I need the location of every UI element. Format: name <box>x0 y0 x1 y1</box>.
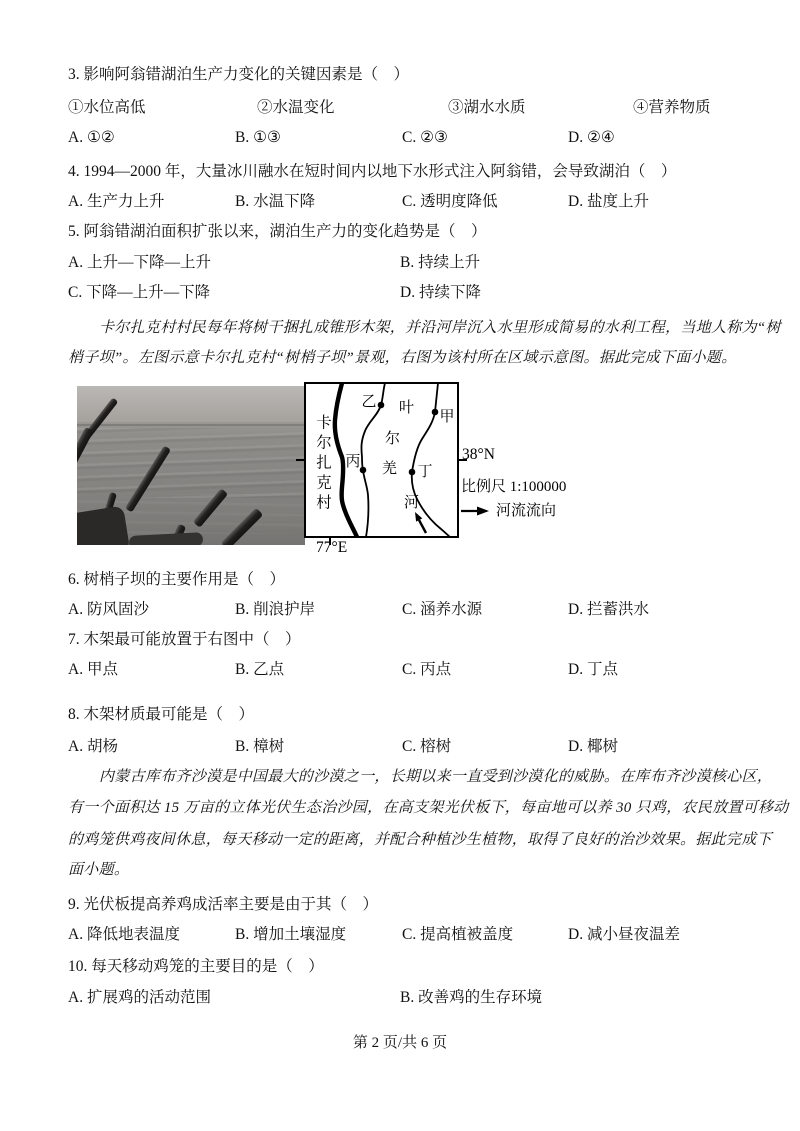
q7-option-c: C. 丙点 <box>402 661 452 678</box>
q5-option-b: B. 持续上升 <box>400 254 481 271</box>
flow-direction-label: 河流流向 <box>496 503 557 519</box>
q7-option-a: A. 甲点 <box>68 661 118 678</box>
question-9-stem: 9. 光伏板提高养鸡成活率主要是由于其（ ） <box>68 896 379 913</box>
question-7-options <box>68 655 735 685</box>
passage-1-line-2: 梢子坝”。左图示意卡尔扎克村“树梢子坝”景观，右图为该村所在区域示意图。据此完成下面小题。 <box>68 350 737 366</box>
q5-option-c: C. 下降—上升—下降 <box>68 284 211 301</box>
question-4-options <box>68 187 735 217</box>
river-name-char-2: 尔 <box>384 431 400 447</box>
latitude-label: 38°N <box>462 446 495 463</box>
question-3-suboptions <box>68 93 735 123</box>
q10-option-a: A. 扩展鸡的活动范围 <box>68 989 211 1006</box>
question-3-options <box>68 123 735 153</box>
q4-option-a: A. 生产力上升 <box>68 193 165 210</box>
question-5-stem: 5. 阿翁错湖泊面积扩张以来，湖泊生产力的变化趋势是（ ） <box>68 223 487 240</box>
question-10-stem: 10. 每天移动鸡笼的主要目的是（ ） <box>68 958 324 975</box>
q7-option-d: D. 丁点 <box>568 661 618 678</box>
passage-1-line-1: 卡尔扎克村村民每年将树干捆扎成锥形木架，并沿河岸沉入水里形成简易的水利工程，当地人称为“树 <box>99 320 781 336</box>
question-8-stem: 8. 木架材质最可能是（ ） <box>68 706 255 723</box>
question-3-stem: 3. 影响阿翁错湖泊生产力变化的关键因素是（ ） <box>68 66 410 83</box>
q5-option-d: D. 持续下降 <box>400 284 481 301</box>
q9-option-c: C. 提高植被盖度 <box>402 926 514 943</box>
village-name-label: 卡尔扎克村 <box>314 414 331 514</box>
q6-option-c: C. 涵养水源 <box>402 601 483 618</box>
q3-option-d: D. ②④ <box>568 129 615 146</box>
q4-option-d: D. 盐度上升 <box>568 193 649 210</box>
q5-option-a: A. 上升—下降—上升 <box>68 254 211 271</box>
river-name-char-3: 羌 <box>381 461 397 477</box>
q9-option-a: A. 降低地表温度 <box>68 926 180 943</box>
foreground-log-pile <box>77 505 130 545</box>
q9-option-b: B. 增加土壤湿度 <box>235 926 347 943</box>
point-bing-dot <box>360 467 367 474</box>
q3-option-b: B. ①③ <box>235 129 281 146</box>
passage-2-line-1: 内蒙古库布齐沙漠是中国最大的沙漠之一，长期以来一直受到沙漠化的威胁。在库布齐沙漠核心区， <box>99 769 773 785</box>
q6-option-a: A. 防风固沙 <box>68 601 149 618</box>
question-6-stem: 6. 树梢子坝的主要作用是（ ） <box>68 571 286 588</box>
q3-sub-3: ③湖水水质 <box>448 99 526 116</box>
q4-option-c: C. 透明度降低 <box>402 193 498 210</box>
q3-sub-2: ②水温变化 <box>257 99 335 116</box>
question-6-options <box>68 595 735 625</box>
passage-2-line-4: 面小题。 <box>68 862 130 878</box>
question-5-options-row2 <box>68 278 735 308</box>
river-name-char-1: 叶 <box>398 400 414 416</box>
longitude-label: 77°E <box>316 539 348 556</box>
q8-option-a: A. 胡杨 <box>68 738 118 755</box>
photo-water-ripples <box>77 428 305 498</box>
q6-option-b: B. 削浪护岸 <box>235 601 316 618</box>
q7-option-b: B. 乙点 <box>235 661 285 678</box>
passage-2-line-2: 有一个面积达 15 万亩的立体光伏生态治沙园，在高支架光伏板下，每亩地可以养 30 只鸡，农民放置可移动 <box>68 800 789 816</box>
question-4-stem: 4. 1994—2000 年，大量冰川融水在短时间内以地下水形式注入阿翁错，会导致湖泊（ ） <box>68 163 677 180</box>
exam-content <box>68 0 789 1131</box>
q3-sub-4: ④营养物质 <box>633 99 711 116</box>
point-ding-label: 丁 <box>417 464 433 480</box>
river-name-char-4: 河 <box>403 495 419 511</box>
point-bing-label: 丙 <box>345 454 361 470</box>
passage-2-line-3: 的鸡笼供鸡夜间休息，每天移动一定的距离，并配合种植沙生植物，取得了良好的治沙效果。据此完成下 <box>68 832 772 848</box>
q3-option-c: C. ②③ <box>402 129 448 146</box>
question-8-options <box>68 732 735 762</box>
question-9-options <box>68 920 735 950</box>
map-scale-label: 比例尺 1:100000 <box>461 479 567 495</box>
point-jia-label: 甲 <box>439 409 455 425</box>
q8-option-d: D. 椰树 <box>568 738 618 755</box>
photo-horizon <box>77 424 305 426</box>
point-yi-dot <box>378 402 385 409</box>
point-yi-label: 乙 <box>361 394 377 410</box>
flow-direction-arrow-icon <box>461 505 489 517</box>
q8-option-b: B. 樟树 <box>235 738 285 755</box>
point-jia-dot <box>432 409 439 416</box>
q3-sub-1: ①水位高低 <box>68 99 146 116</box>
foreground-log <box>129 532 204 545</box>
question-10-options-row1 <box>68 983 735 1013</box>
page-number-footer: 第 2 页/共 6 页 <box>352 1035 448 1051</box>
dam-photo <box>77 386 305 545</box>
q10-option-b: B. 改善鸡的生存环境 <box>400 989 543 1006</box>
q3-option-a: A. ①② <box>68 129 115 146</box>
point-ding-dot <box>409 469 416 476</box>
q6-option-d: D. 拦蓄洪水 <box>568 601 649 618</box>
question-7-stem: 7. 木架最可能放置于右图中（ ） <box>68 631 301 648</box>
q4-option-b: B. 水温下降 <box>235 193 316 210</box>
question-5-options-row1 <box>68 248 735 278</box>
q9-option-d: D. 减小昼夜温差 <box>568 926 680 943</box>
flow-direction-legend <box>461 500 556 522</box>
q8-option-c: C. 榕树 <box>402 738 452 755</box>
